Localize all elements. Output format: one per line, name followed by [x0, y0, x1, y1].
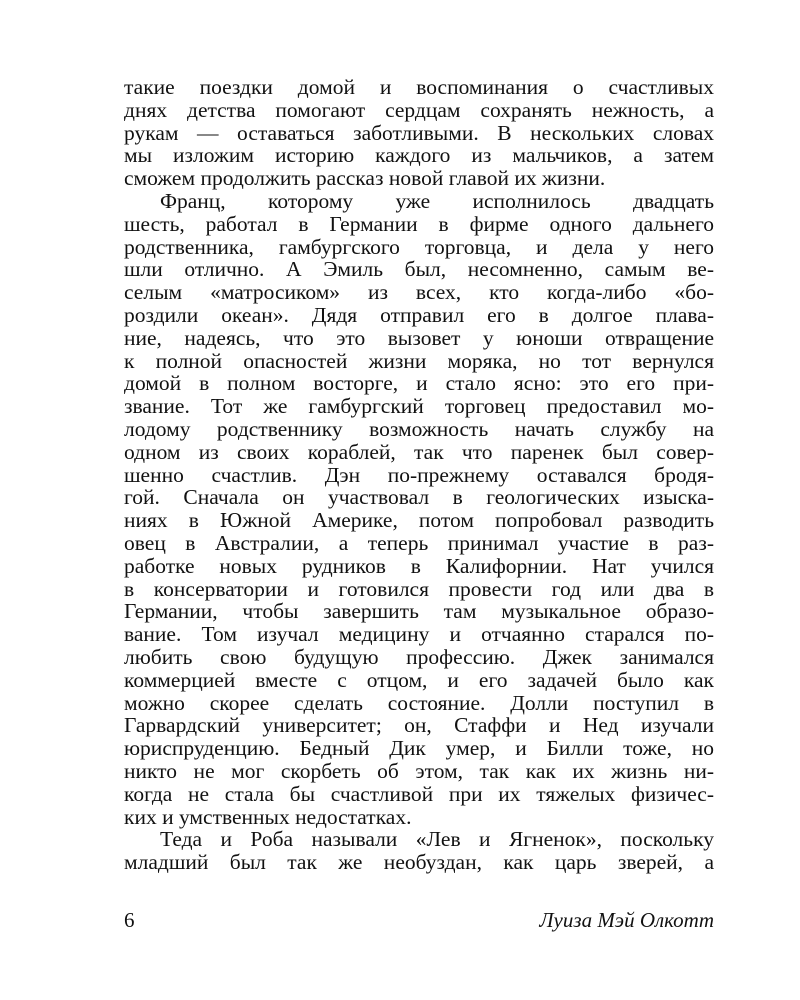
text-line: родственника, гамбургского торговца, и дела у него [124, 234, 714, 259]
text-line: вание. Том изучал медицину и отчаянно старался по- [124, 622, 714, 647]
text-line: овец в Австралии, а теперь принимал участие в раз- [124, 530, 714, 555]
text-line: гой. Сначала он участвовал в геологических изыска- [124, 485, 714, 510]
text-line: работке новых рудников в Калифорнии. Нат учился [124, 553, 714, 578]
text-line: мы изложим историю каждого из мальчиков, а затем [124, 143, 714, 168]
text-line: Гарвардский университет; он, Стаффи и Нед изучали [124, 713, 714, 738]
text-line: ких и умственных недостатках. [124, 804, 412, 829]
text-line: домой в полном восторге, и стало ясно: это его при- [124, 371, 714, 396]
text-line: любить свою будущую профессию. Джек занимался [124, 644, 714, 669]
text-line: лодому родственнику возможность начать службу на [124, 416, 714, 441]
page-footer [124, 906, 714, 934]
text-line: ниях в Южной Америке, потом попробовал разводить [124, 508, 714, 533]
text-line: сможем продолжить рассказ новой главой их жизни. [124, 166, 606, 191]
text-line: юриспруденцию. Бедный Дик умер, и Билли тоже, но [124, 736, 714, 761]
text-line: ние, надеясь, что это вызовет у юноши отвращение [124, 325, 714, 350]
body-text [124, 76, 714, 874]
text-line: коммерцией вместе с отцом, и его задачей было как [124, 667, 714, 692]
running-title: Луиза Мэй Олкотт [539, 908, 714, 932]
text-line: шли отлично. А Эмиль был, несомненно, самым ве- [124, 257, 714, 282]
text-line: младший был так же необуздан, как царь зверей, а [124, 850, 714, 875]
text-line: Германии, чтобы завершить там музыкальное образо- [124, 599, 714, 624]
text-line: Теда и Роба называли «Лев и Ягненок», поскольку [160, 827, 714, 852]
page-number: 6 [124, 908, 135, 932]
text-line: рукам — оставаться заботливыми. В нескольких словах [124, 120, 714, 145]
text-line: никто не мог скорбеть об этом, так как их жизнь ни- [124, 758, 714, 783]
text-line: Франц, которому уже исполнилось двадцать [160, 188, 714, 213]
text-line: в консерватории и готовился провести год или два в [124, 576, 714, 601]
text-line: днях детства помогают сердцам сохранять нежность, а [124, 97, 714, 122]
text-line: одном из своих кораблей, так что паренек был совер- [124, 439, 714, 464]
text-line: шенно счастлив. Дэн по-прежнему оставался бродя- [124, 462, 714, 487]
text-line: к полной опасностей жизни моряка, но тот вернулся [124, 348, 714, 373]
text-line: шесть, работал в Германии в фирме одного дальнего [124, 211, 714, 236]
text-line: роздили океан». Дядя отправил его в долгое плава- [124, 302, 714, 327]
text-line: такие поездки домой и воспоминания о счастливых [124, 75, 714, 99]
text-line: селым «матросиком» из всех, кто когда-либо «бо- [124, 280, 714, 305]
text-line: можно скорее сделать состояние. Долли поступил в [124, 690, 714, 715]
text-line: звание. Тот же гамбургский торговец предоставил мо- [124, 394, 714, 419]
text-line: когда не стала бы счастливой при их тяжелых физичес- [124, 781, 714, 806]
